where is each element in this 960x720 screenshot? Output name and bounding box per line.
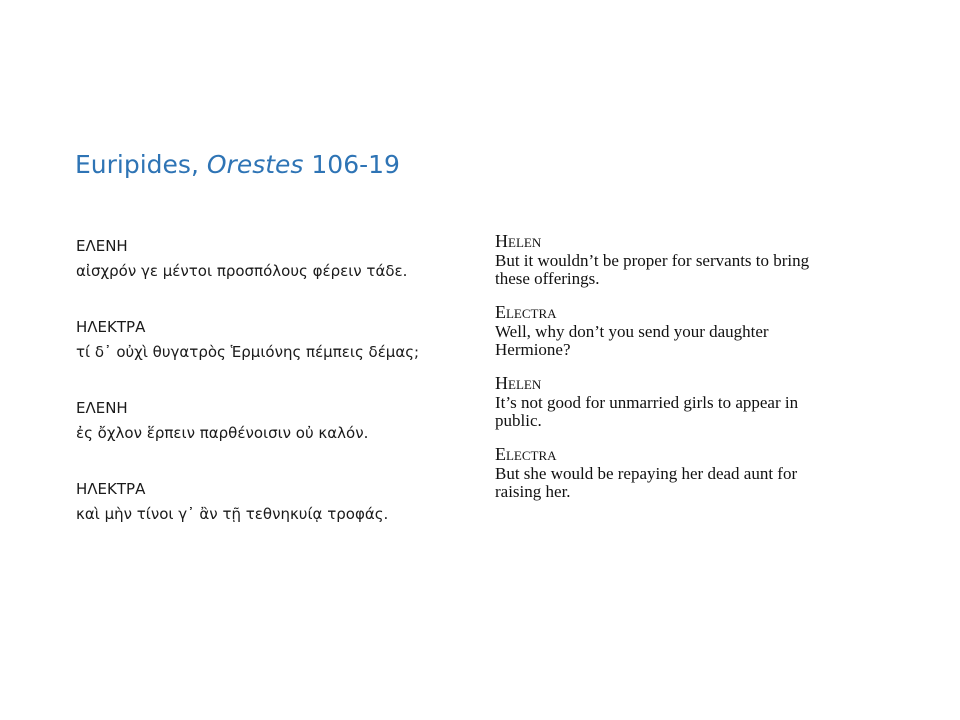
english-line: public.: [495, 411, 542, 430]
greek-text-column: [76, 234, 476, 558]
english-line: Hermione?: [495, 340, 571, 359]
greek-exchange: [76, 477, 476, 527]
english-line: But it wouldn’t be proper for servants to bring: [495, 251, 810, 270]
greek-exchange: [76, 315, 476, 365]
greek-line: ἐς ὄχλον ἕρπειν παρθένοισιν οὐ καλόν.: [76, 424, 369, 442]
greek-speaker: ΕΛΕΝΗ: [76, 399, 128, 417]
title-lines: 106-19: [311, 150, 400, 179]
english-exchange: [495, 374, 895, 430]
english-speaker: Helen: [495, 373, 542, 393]
greek-speaker: ΕΛΕΝΗ: [76, 237, 128, 255]
english-line: these offerings.: [495, 269, 600, 288]
english-line: raising her.: [495, 482, 571, 501]
english-speaker: Electra: [495, 302, 557, 322]
english-exchange: [495, 445, 895, 501]
slide-title: [75, 150, 400, 179]
greek-line: τί δ᾽ οὐχὶ θυγατρὸς Ἑρμιόνης πέμπεις δέμας;: [76, 343, 420, 361]
english-exchange: [495, 303, 895, 359]
english-exchange: [495, 232, 895, 288]
greek-speaker: ΗΛΕΚΤΡΑ: [76, 318, 146, 336]
title-work: Orestes: [206, 150, 304, 179]
english-speaker: Electra: [495, 444, 557, 464]
greek-exchange: [76, 396, 476, 446]
english-line: Well, why don’t you send your daughter: [495, 322, 769, 341]
english-translation-column: [495, 232, 895, 516]
greek-line: αἰσχρόν γε μέντοι προσπόλους φέρειν τάδε.: [76, 262, 408, 280]
title-author: Euripides,: [75, 150, 199, 179]
greek-speaker: ΗΛΕΚΤΡΑ: [76, 480, 146, 498]
english-line: It’s not good for unmarried girls to appear in: [495, 393, 799, 412]
greek-exchange: [76, 234, 476, 284]
greek-line: καὶ μὴν τίνοι γ᾽ ἂν τῇ τεθνηκυίᾳ τροφάς.: [76, 505, 389, 523]
english-speaker: Helen: [495, 231, 542, 251]
english-line: But she would be repaying her dead aunt for: [495, 464, 798, 483]
